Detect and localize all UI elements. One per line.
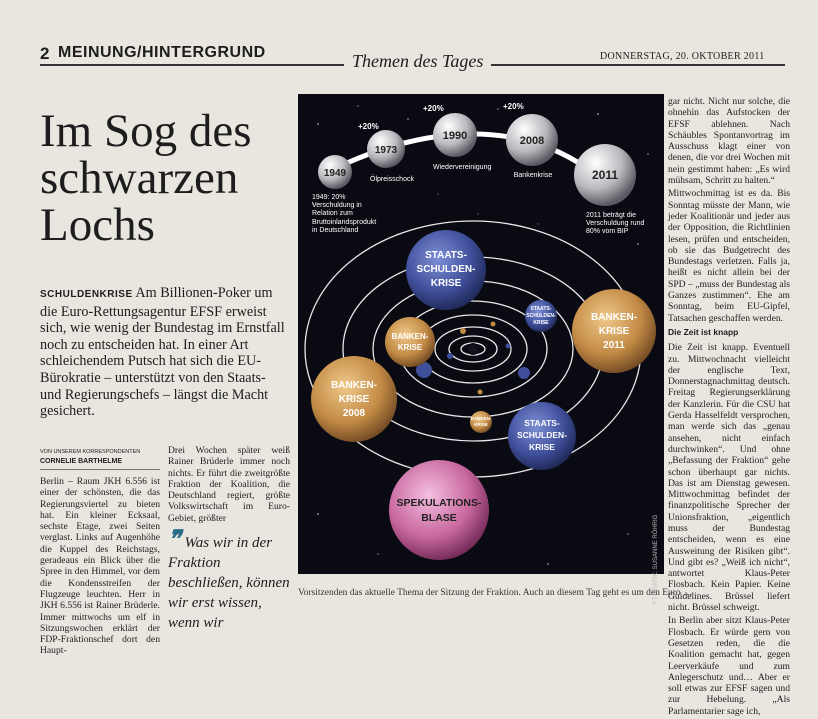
svg-text:SCHULDEN-: SCHULDEN- [516,430,568,440]
svg-text:2008: 2008 [519,135,545,147]
bottom-text: Vorsitzenden das aktuelle Thema der Sitzung der Fraktion. Auch an diesem Tag geht es um den Euro … [298,588,693,598]
timeline-2008 [506,114,558,166]
graphic-svg [298,94,664,574]
svg-text:1990: 1990 [442,130,468,142]
svg-text:KRISE: KRISE [397,343,423,352]
page-number: 2 [40,44,50,63]
svg-text:STAATS-: STAATS- [524,418,560,428]
body-column-3 [668,96,790,719]
planet-bankenkrise-small [385,317,435,367]
svg-text:2011: 2011 [603,340,625,351]
svg-text:KRISE: KRISE [430,278,462,289]
timeline-1990 [433,113,477,157]
increment-3: +20% [503,102,524,111]
svg-text:BLASE: BLASE [421,512,457,524]
svg-text:SCHULDEN-: SCHULDEN- [526,313,556,319]
svg-text:1949: 1949 [323,168,347,179]
svg-text:2011: 2011 [591,168,619,182]
col3-para-1: gar nicht. Nicht nur solche, die ohnehin das Aufstocken der EFSF ablehnen. Nach Schäubles Spontanvortrag im Ausschuss klagt einer von denen, die vor drei Wochen mit nein gestimmt haben: „Es wird mühsam, Schritt zu halten.“ [668,96,790,187]
pull-quote [168,527,293,633]
author-rule [40,469,160,470]
planet-staatsschulden-right [508,402,576,470]
planet-bankenkrise-2008 [311,356,397,442]
svg-text:SCHULDEN-: SCHULDEN- [416,264,476,275]
svg-text:KRISE: KRISE [474,422,488,427]
quote-mark-icon: ❞ [168,527,181,553]
svg-text:STAATS-: STAATS- [425,250,467,261]
body-column-1: Berlin – Raum JKH 6.556 ist einer der schönsten, die das Regierungsviertel zu bieten hat. Ein kleiner Ecksaal, sechste Etage, zwei Seiten verglast. Links auf Augenhöhe die Kuppel des Reichstags, geradeaus ein Blick über die Spree in den Himmel, vor dem die Kondensstreifen der Flugzeuge leuchten. Herr in JKH 6.556 ist Rainer Brüderle. Immer mittwochs um elf in Sitzungswochen erklärt der FDP-Fraktionschef dort den Haupt- [40,476,160,657]
svg-text:2008: 2008 [342,408,366,419]
planet-staatsschulden-large [406,230,486,310]
theme-label: Themen des Tages [344,51,491,72]
pull-quote-text: Was wir in der Fraktion beschließen, können wir erst wissen, wenn wir [168,535,290,631]
svg-text:KRISE: KRISE [598,326,630,337]
graphic-credit: FT-GRAFIK: SUSANNE RÖHRIG [653,514,659,604]
lead-text: Am Billionen-Poker um die Euro-Rettungsagentur EFSF erweist sich, wie wenig der Bundestag im Ernstfall noch zu entscheiden hat. In einer Art schleichendem Putsch hat sich die EU-Bürokratie – unterstützt von den Staats- und Regierungschefs – längst die Macht gesichert. [40,285,285,420]
author-role: VON UNSEREM KORRESPONDENTEN [40,449,141,455]
label-1949: 1949: 20% Verschuldung in Relation zum Bruttoinlandsprodukt in Deutschland [312,194,377,234]
label-2008: Bankenkrise [513,172,553,179]
col3-para-4: In Berlin aber sitzt Klaus-Peter Flosbach. Er würde gern von Gesetzen reden, die die Koalition gemacht hat, gegen Leerverkäufe und zum Anlegerschutz und… Aber er soll etwas zur EFSF sagen und zur Hebelung. „Als Parlamentarier sage ich, [668,615,790,717]
svg-text:KRISE: KRISE [338,394,370,405]
planet-spekulationsblase [389,460,489,560]
planet-bankenkrise-tiny [470,411,492,433]
col3-para-3: Die Zeit ist knapp. Eventuell zu. Mittwochnacht vielleicht der englische Text, Donnerstagnachmittag deutsch. Freitag Regierungserklärung der Kanzlerin. Für die CSU hat Gerda Hasselfeldt versprochen, man werde sich das „genau ansehen, nicht einfach durchwinken“. Und ohne „Befassung der Fraktion“ gehe schon überhaupt gar nichts. Das ist am Dienstag gewesen. Mittwochmittag befindet der finanzpolitische Sprecher der Unionsfraktion, „eigentlich muss der Bundestag entscheiden, wenn es eine Ausweitung der Risiken gibt“. Und gibt es? „Weiß ich nicht“, antwortet Klaus-Peter Flosbach. Kein Papier. Keine Guidelines. Brüssel liefert nicht. Brüssel schweigt. [668,342,790,614]
svg-text:1973: 1973 [374,145,398,156]
svg-text:KRISE: KRISE [533,320,549,326]
timeline-1949 [318,155,352,189]
label-1973: Ölpreisschock [370,176,414,183]
svg-text:STAATS-: STAATS- [530,306,552,312]
planet-staatsschulden-small [525,300,557,332]
svg-text:KRISE: KRISE [529,442,555,452]
increment-1: +20% [358,122,379,131]
black-hole [467,343,479,355]
svg-text:SPEKULATIONS-: SPEKULATIONS- [396,497,482,509]
svg-text:BANKEN-: BANKEN- [590,312,638,323]
timeline-2011 [574,144,636,206]
svg-text:BANKEN-: BANKEN- [391,332,429,341]
lead-paragraph [40,285,288,420]
kicker: SCHULDENKRISE [40,289,133,300]
planet-bankenkrise-2011 [572,289,656,373]
body-column-2: Drei Wochen später weiß Rainer Brüderle immer noch nichts. Er führt die zweitgrößte Fraktion der Koalition, die Deutschland regiert, größte Volkswirtschaft im Euro-Gebiet, größter [168,445,290,524]
headline: Im Sog des schwarzen Lochs [40,105,252,251]
author-name: CORNELIE BARTHELME [40,458,123,465]
label-1990: Wiedervereinigung [433,164,492,171]
timeline-1973 [367,130,405,168]
issue-date: DONNERSTAG, 20. OKTOBER 2011 [600,51,765,62]
col3-para-2: Mittwochmittag ist es da. Bis Sonntag müsste der Mann, wie jeder Koalitionär und jeder aus der Opposition, die Richtlinien lesen, prüfen und entscheiden, ob sie das Budgetrecht des Bundestags verletzen. Falls ja, heißt es nicht allein bei der SPD – „muss der Bundestag als Ganzes zustimmen“. Ehe am Sonntag, beim EU-Gipfel, Tatsachen geschaffen werden. [668,188,790,324]
svg-text:BANKEN-: BANKEN- [330,380,378,391]
svg-text:BANKEN-: BANKEN- [470,416,492,421]
subheading: Die Zeit ist knapp [668,326,739,337]
increment-2: +20% [423,104,444,113]
section-name: MEINUNG/HINTERGRUND [58,44,266,61]
label-2011: 2011 beträgt die Verschuldung rund 80% vom BIP [586,212,645,236]
